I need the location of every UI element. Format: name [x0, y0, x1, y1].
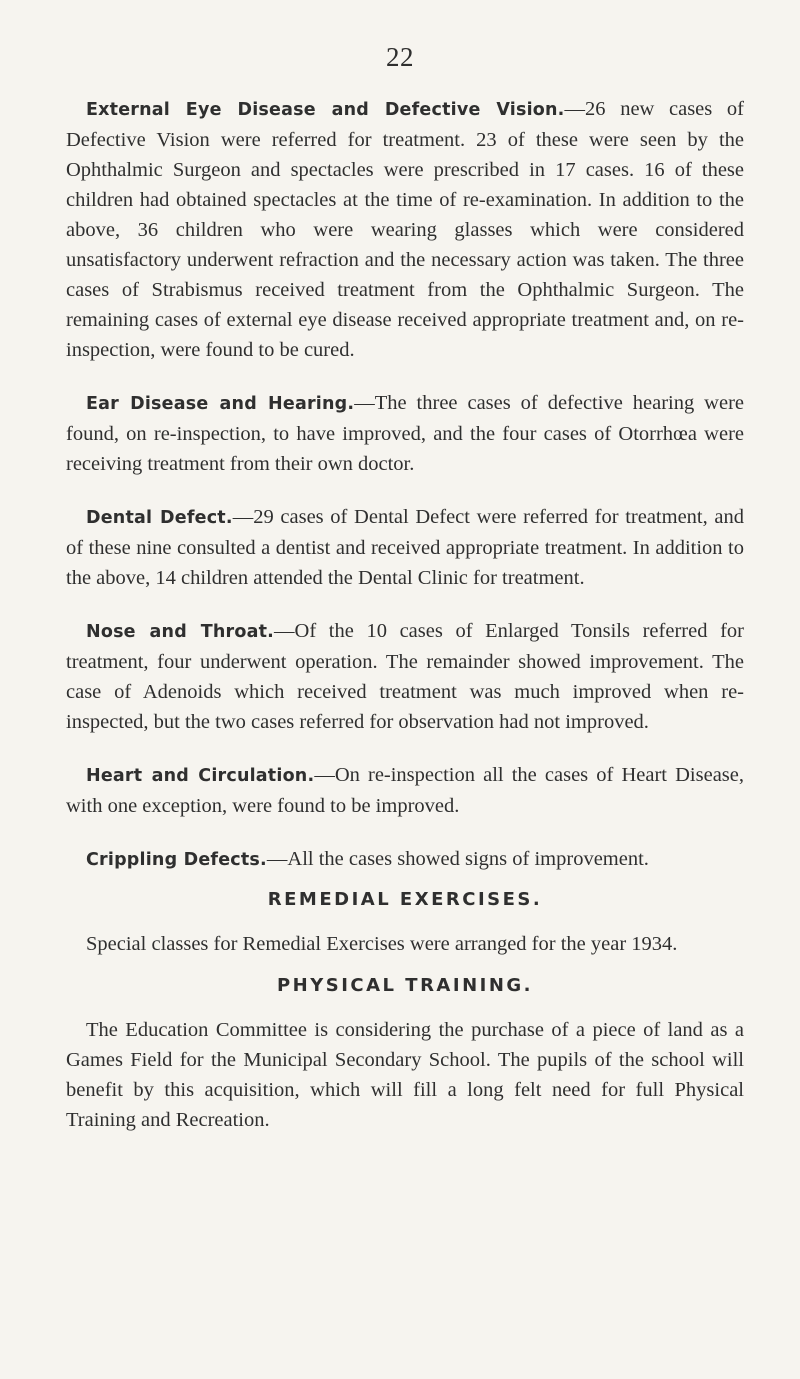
- heading-dental-defect: Dental Defect.: [86, 508, 233, 528]
- heading-eye-disease: External Eye Disease and Defective Vision.: [86, 100, 565, 120]
- text-heart-circulation: —On re-inspection all the cases of Heart Disease, with one exception, were found to be improved.: [66, 764, 744, 817]
- text-dental-defect: —29 cases of Dental Defect were referred for treatment, and of these nine consulted a dentist and received appropriate treatment. In addition to the above, 14 children attended the Dental Clinic for treatment.: [66, 506, 745, 589]
- heading-crippling-defects: Crippling Defects.: [86, 850, 267, 870]
- page-number: 22: [386, 42, 414, 72]
- text-nose-throat: —Of the 10 cases of Enlarged Tonsils referred for treatment, four underwent operation. The remainder showed improvement. The case of Adenoids which received treatment was much improved when re-inspected, but the two cases referred for observation had not improved.: [66, 620, 744, 733]
- text-ear-disease: —The three cases of defective hearing were found, on re-inspection, to have improved, and the four cases of Otorrhœa were receiving treatment from their own doctor.: [66, 392, 744, 475]
- heading-nose-throat: Nose and Throat.: [86, 622, 275, 642]
- section-title-remedial-exercises: REMEDIAL EXERCISES.: [267, 889, 543, 910]
- heading-heart-circulation: Heart and Circulation.: [86, 766, 315, 786]
- paragraph-nose-throat: [66, 616, 744, 737]
- document-body: [66, 94, 744, 1158]
- paragraph-crippling-defects: [66, 844, 744, 875]
- text-crippling-defects: —All the cases showed signs of improvement.: [266, 848, 649, 870]
- paragraph-physical-training: The Education Committee is considering the purchase of a piece of land as a Games Field for the Municipal Secondary School. The pupils of the school will benefit by this acquisition, which will fill a long felt need for full Physical Training and Recreation.: [66, 1019, 744, 1131]
- paragraph-remedial-exercises: Special classes for Remedial Exercises were arranged for the year 1934.: [86, 933, 678, 955]
- paragraph-ear-disease: [66, 388, 744, 479]
- heading-ear-disease: Ear Disease and Hearing.: [86, 394, 355, 414]
- paragraph-eye-disease: [66, 94, 744, 365]
- text-eye-disease: —26 new cases of Defective Vision were referred for treatment. 23 of these were seen by the Ophthalmic Surgeon and spectacles were prescribed in 17 cases. 16 of these children had obtained spectacles at the time of re-examination. In addition to the above, 36 children who were wearing glasses which were considered unsatisfactory underwent refraction and the necessary action was taken. The three cases of Strabismus received treatment from the Ophthalmic Surgeon. The remaining cases of external eye disease received appropriate treatment and, on re-inspection, were found to be cured.: [66, 98, 744, 361]
- section-title-physical-training: PHYSICAL TRAINING.: [276, 975, 534, 996]
- paragraph-heart-circulation: [66, 760, 744, 821]
- paragraph-dental-defect: [66, 502, 744, 593]
